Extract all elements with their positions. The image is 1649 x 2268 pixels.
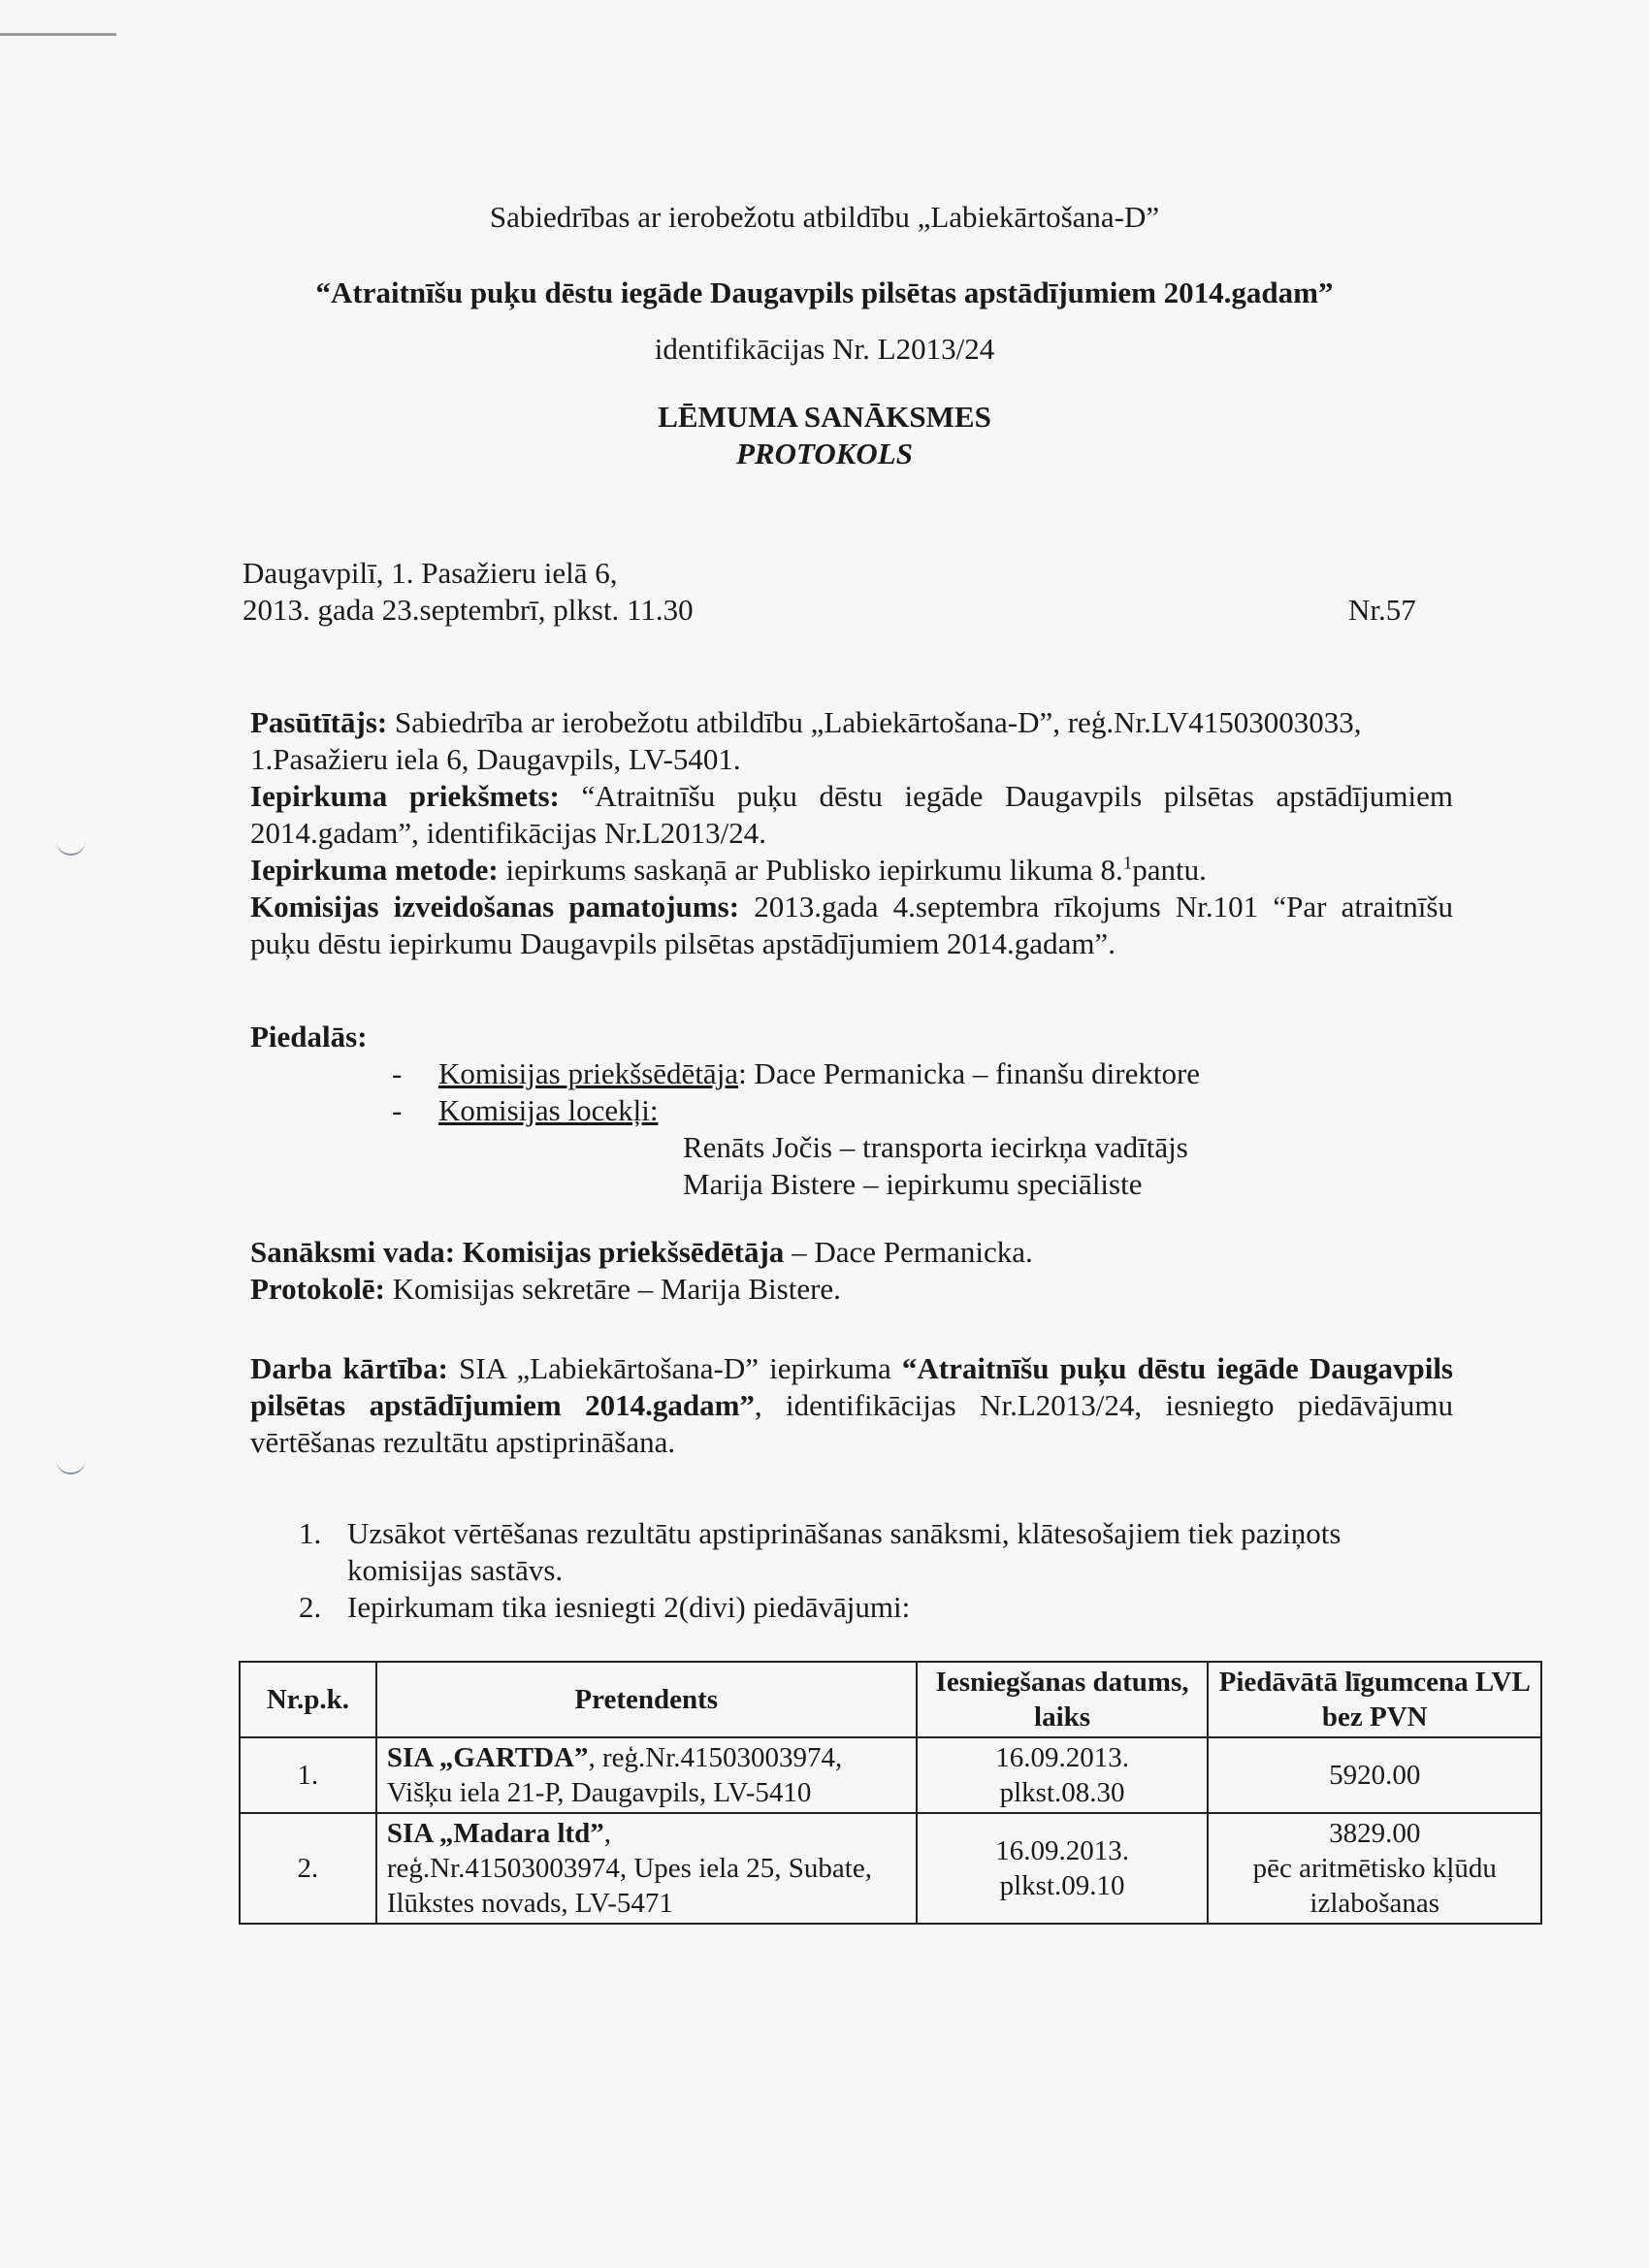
submission-cell xyxy=(917,1737,1209,1813)
agenda-label: Darba kārtība: xyxy=(250,1351,448,1385)
table-header-row xyxy=(240,1662,1541,1737)
procurement-method xyxy=(250,852,1453,889)
meeting-date-time: 2013. gada 23.septembrī, plkst. 11.30 xyxy=(242,593,694,627)
agenda-title: “Atraitnīšu puķu dēstu iegāde Daugavpils pilsētas apstādījumiem 2014.gadam” xyxy=(250,1351,1454,1422)
commission-members-role: Komisijas locekļi: xyxy=(438,1093,659,1127)
bidder-details: reģ.Nr.41503003974, Upes iela 25, Subate, Ilūkstes novads, LV-5471 xyxy=(386,1853,872,1919)
method-label: Iepirkuma metode: xyxy=(250,853,499,887)
bidder-reg: , reģ.Nr.41503003974, xyxy=(588,1742,843,1773)
offered-price: 5920.00 xyxy=(1329,1760,1421,1791)
minutes-text: Komisijas sekretāre – Marija Bistere. xyxy=(384,1272,841,1306)
minutes-keeper xyxy=(250,1271,841,1308)
table-row xyxy=(240,1813,1541,1924)
header-cell: Nr.p.k. xyxy=(240,1662,376,1737)
participants-label: Piedalās: xyxy=(250,1020,368,1053)
item-1-number: 1. xyxy=(299,1516,322,1550)
identification-number: identifikācijas Nr. L2013/24 xyxy=(654,332,995,366)
item-2-number: 2. xyxy=(299,1590,322,1624)
commission-basis xyxy=(250,889,1453,962)
header-cell: Piedāvātā līgumcena LVL bez PVN xyxy=(1208,1662,1541,1737)
customer-address: 1.Pasažieru iela 6, Daugavpils, LV-5401. xyxy=(250,742,741,776)
agenda xyxy=(250,1350,1453,1461)
document-subtype: PROTOKOLS xyxy=(735,437,913,470)
commission-chair xyxy=(438,1055,1200,1092)
punch-hole-mark xyxy=(56,836,85,856)
chair-role: Komisijas priekšsēdētāja xyxy=(438,1056,739,1090)
subject-label: Iepirkuma priekšmets: xyxy=(250,779,560,813)
price-cell xyxy=(1208,1813,1541,1924)
method-text-end: pantu. xyxy=(1132,853,1207,887)
agenda-text-end: , identifikācijas Nr.L2013/24, iesniegto piedāvājumu vērtēšanas rezultātu apstiprināšana. xyxy=(250,1388,1453,1459)
agenda-text: SIA „Labiekārtošana-D” iepirkuma xyxy=(448,1351,902,1385)
submission-date: 16.09.2013. xyxy=(995,1835,1129,1866)
submission-date: 16.09.2013. xyxy=(995,1742,1129,1773)
meeting-lead xyxy=(250,1234,1033,1271)
minutes-label: Protokolē: xyxy=(250,1272,385,1306)
chair-dash: - xyxy=(392,1056,403,1090)
item-1-text: Uzsākot vērtēšanas rezultātu apstiprināšanas sanāksmi, klātesošajiem tiek paziņots komisijas sastāvs. xyxy=(347,1516,1342,1587)
bidder-cell xyxy=(376,1737,917,1813)
customer-info xyxy=(250,704,1453,778)
header-cell: Pretendents xyxy=(376,1662,917,1737)
submission-time: plkst.08.30 xyxy=(999,1777,1125,1808)
bidder-name: SIA „GARTDA” xyxy=(386,1742,589,1773)
row-number: 1. xyxy=(240,1737,376,1813)
method-text: iepirkums saskaņā ar Publisko iepirkumu likuma 8. xyxy=(498,853,1123,887)
chair-text: : Dace Permanicka – finanšu direktore xyxy=(738,1056,1201,1090)
scan-artifact xyxy=(0,33,116,36)
method-superscript: 1 xyxy=(1122,853,1133,874)
punch-hole-mark xyxy=(56,1455,85,1474)
basis-text: 2013.gada 4.septembra rīkojums Nr.101 “Par atraitnīšu puķu dēstu iepirkumu Daugavpils pilsētas apstādījumiem 2014.gadam”. xyxy=(250,890,1453,960)
meeting-lead-name: – Dace Permanicka. xyxy=(784,1235,1033,1269)
procurement-title: “Atraitnīšu puķu dēstu iegāde Daugavpils pilsētas apstādījumiem 2014.gadam” xyxy=(315,275,1334,309)
bidder-reg: , xyxy=(603,1818,612,1849)
table-row xyxy=(240,1737,1541,1813)
offers-table xyxy=(239,1661,1542,1925)
customer-text: Sabiedrība ar ierobežotu atbildību „Labiekārtošana-D”, reģ.Nr.LV41503003033, xyxy=(387,705,1362,739)
price-note: pēc aritmētisko kļūdu izlabošanas xyxy=(1252,1853,1497,1919)
meeting-place: Daugavpilī, 1. Pasažieru ielā 6, xyxy=(242,556,618,590)
company-name: Sabiedrības ar ierobežotu atbildību „Labiekārtošana-D” xyxy=(489,200,1160,234)
document-type: LĒMUMA SANĀKSMES xyxy=(658,400,991,434)
member-2: Marija Bistere – iepirkumu speciāliste xyxy=(683,1167,1143,1201)
meeting-lead-label: Sanāksmi vada: xyxy=(250,1235,456,1269)
customer-label: Pasūtītājs: xyxy=(250,705,388,739)
bidder-cell xyxy=(376,1813,917,1924)
price-cell xyxy=(1208,1737,1541,1813)
header-cell: Iesniegšanas datums, laiks xyxy=(917,1662,1209,1737)
meeting-lead-role: Komisijas priekšsēdētāja xyxy=(455,1235,785,1269)
item-2-text: Iepirkumam tika iesniegti 2(divi) piedāvājumi: xyxy=(347,1590,911,1624)
submission-time: plkst.09.10 xyxy=(999,1870,1125,1901)
row-number: 2. xyxy=(240,1813,376,1924)
members-dash: - xyxy=(392,1093,403,1127)
member-1: Renāts Jočis – transporta iecirkņa vadītājs xyxy=(683,1130,1188,1164)
procurement-subject xyxy=(250,778,1453,852)
subject-text: “Atraitnīšu puķu dēstu iegāde Daugavpils pilsētas apstādījumiem 2014.gadam”, identifikācijas Nr.L2013/24. xyxy=(250,779,1453,850)
submission-cell xyxy=(917,1813,1209,1924)
basis-label: Komisijas izveidošanas pamatojums: xyxy=(250,890,740,923)
bidder-name: SIA „Madara ltd” xyxy=(386,1818,604,1849)
offered-price: 3829.00 xyxy=(1329,1818,1421,1849)
bidder-details: Višķu iela 21-P, Daugavpils, LV-5410 xyxy=(386,1777,812,1808)
protocol-number: Nr.57 xyxy=(1348,593,1416,627)
